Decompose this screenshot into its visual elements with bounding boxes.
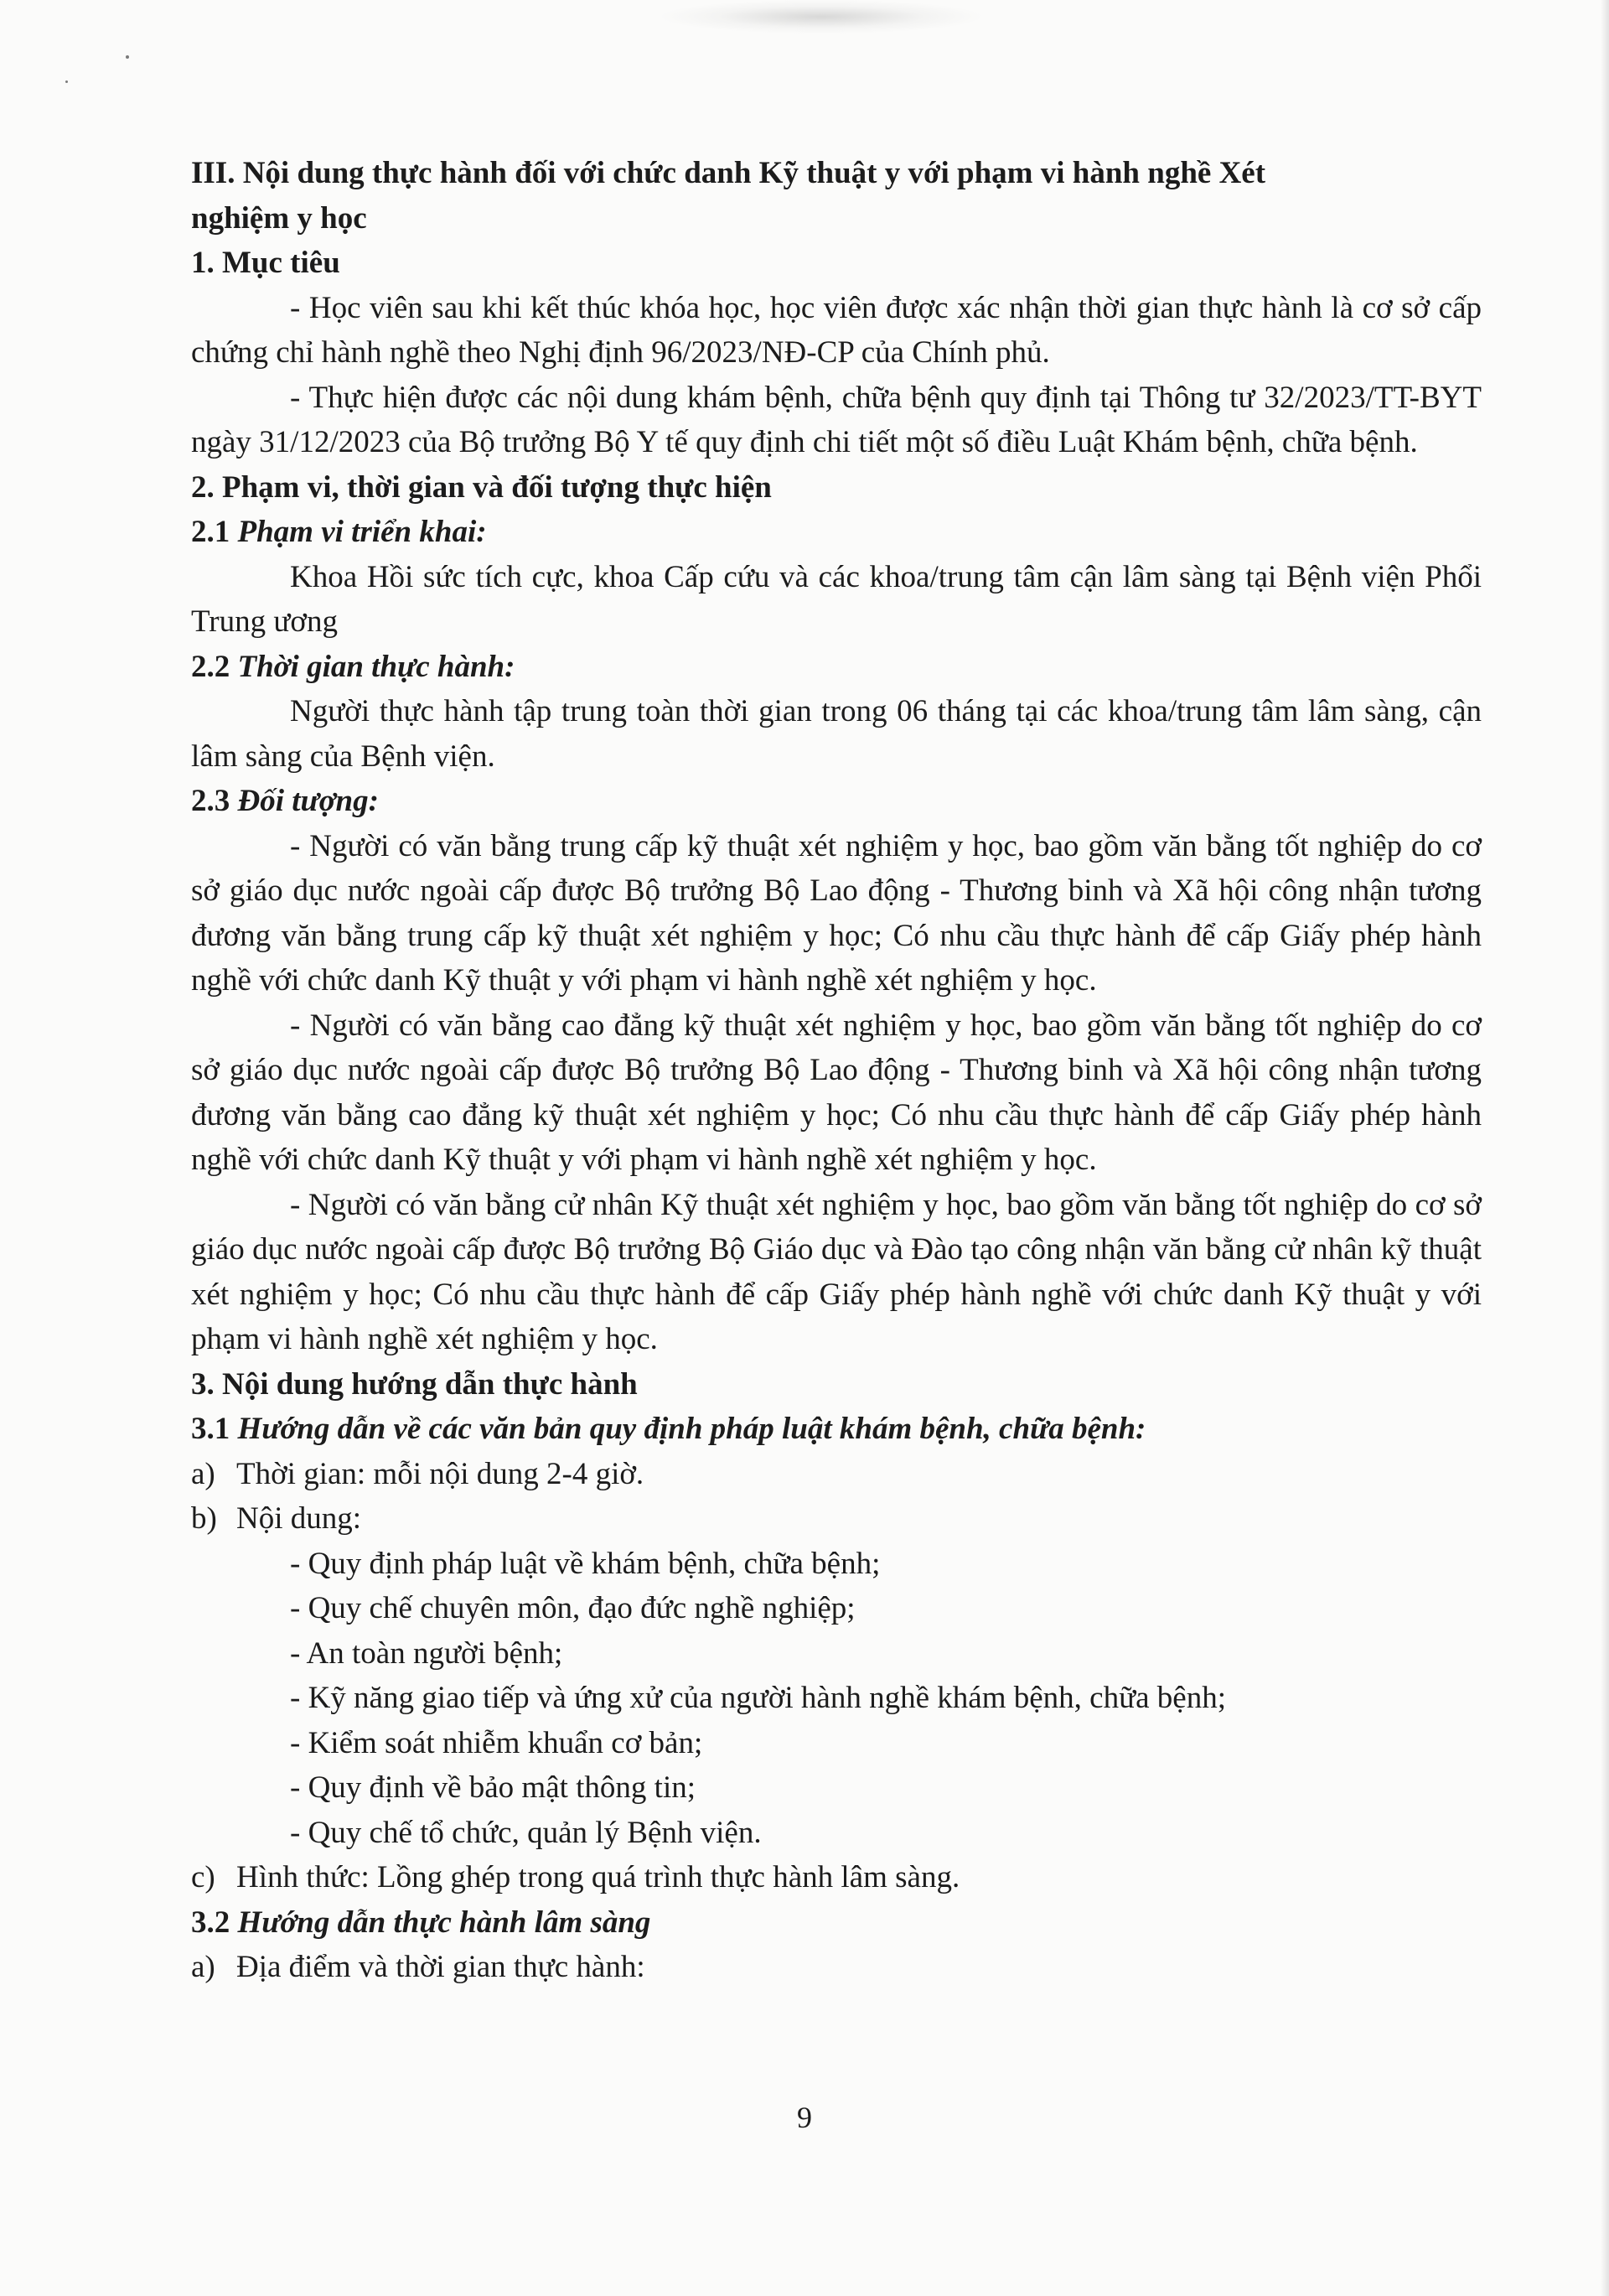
heading-pham-vi: 2. Phạm vi, thời gian và đối tượng thực hiện xyxy=(191,469,772,505)
paragraph-2-3-trung-cap: - Người có văn bằng trung cấp kỹ thuật xét nghiệm y học, bao gồm văn bằng tốt nghiệp do cơ sở giáo dục nước ngoài cấp được Bộ trưởng Bộ Lao động - Thương binh và Xã hội công nhận tương đương văn bằng trung cấp kỹ thuật xét nghiệm y học; Có nhu cầu thực hành để cấp Giấy phép hành nghề với chức danh Kỹ thuật y với phạm vi hành nghề xét nghiệm y học. xyxy=(191,828,1482,998)
subheading-2-1-number: 2.1 xyxy=(191,515,238,549)
paragraph-2-3-cao-dang: - Người có văn bằng cao đẳng kỹ thuật xét nghiệm y học, bao gồm văn bằng tốt nghiệp do cơ sở giáo dục nước ngoài cấp được Bộ trưởng Bộ Lao động - Thương binh và Xã hội công nhận tương đương văn bằng cao đẳng kỹ thuật xét nghiệm y học; Có nhu cầu thực hành để cấp Giấy phép hành nghề với chức danh Kỹ thuật y với phạm vi hành nghề xét nghiệm y học. xyxy=(191,1008,1482,1177)
scan-smudge xyxy=(662,0,980,34)
item-3-1-c xyxy=(191,1855,1482,1900)
scan-speck xyxy=(126,55,129,59)
item-3-2-a xyxy=(191,1945,1482,1990)
subheading-3-2-number: 3.2 xyxy=(191,1905,238,1940)
subheading-3-2-title: Hướng dẫn thực hành lâm sàng xyxy=(237,1905,651,1940)
paragraph-2-3-cu-nhan: - Người có văn bằng cử nhân Kỹ thuật xét nghiệm y học, bao gồm văn bằng tốt nghiệp do cơ sở giáo dục nước ngoài cấp được Bộ trưởng Bộ Giáo dục và Đào tạo công nhận văn bằng cử nhân kỹ thuật xét nghiệm y học; Có nhu cầu thực hành để cấp Giấy phép hành nghề với chức danh Kỹ thuật y với phạm vi hành nghề xét nghiệm y học. xyxy=(191,1187,1482,1356)
section-title xyxy=(191,151,1482,241)
list-item: - Quy chế tổ chức, quản lý Bệnh viện. xyxy=(290,1815,762,1850)
subheading-2-1 xyxy=(191,510,1482,555)
subheading-2-1-title: Phạm vi triển khai: xyxy=(237,515,487,549)
subheading-3-1 xyxy=(191,1407,1482,1452)
list-item: - Quy định về bảo mật thông tin; xyxy=(290,1770,696,1805)
paragraph-muc-tieu-1: - Học viên sau khi kết thúc khóa học, học viên được xác nhận thời gian thực hành là cơ sở cấp chứng chỉ hành nghề theo Nghị định 96/2023/NĐ-CP của Chính phủ. xyxy=(191,290,1482,370)
subheading-2-2-number: 2.2 xyxy=(191,649,238,684)
subheading-2-3-number: 2.3 xyxy=(191,784,238,818)
heading-muc-tieu: 1. Mục tiêu xyxy=(191,246,340,280)
item-text: Thời gian: mỗi nội dung 2-4 giờ. xyxy=(236,1456,644,1491)
item-3-1-a xyxy=(191,1452,1482,1497)
item-text: Hình thức: Lồng ghép trong quá trình thực hành lâm sàng. xyxy=(236,1860,960,1894)
scan-speck xyxy=(65,80,68,83)
subheading-2-2 xyxy=(191,645,1482,690)
item-label: a) xyxy=(191,1950,215,1984)
section-title-line1: III. Nội dung thực hành đối với chức danh Kỹ thuật y với phạm vi hành nghề Xét xyxy=(191,156,1266,190)
page-number: 9 xyxy=(797,2101,812,2134)
list-item: - Quy chế chuyên môn, đạo đức nghề nghiệp; xyxy=(290,1591,856,1625)
paragraph-muc-tieu-2: - Thực hiện được các nội dung khám bệnh, chữa bệnh quy định tại Thông tư 32/2023/TT-BYT ngày 31/12/2023 của Bộ trưởng Bộ Y tế quy định chi tiết một số điều Luật Khám bệnh, chữa bệnh. xyxy=(191,380,1482,459)
subheading-2-2-title: Thời gian thực hành: xyxy=(237,649,515,684)
item-3-1-b xyxy=(191,1496,1482,1542)
document-body xyxy=(191,151,1482,1990)
item-text: Nội dung: xyxy=(236,1501,362,1536)
item-text: Địa điểm và thời gian thực hành: xyxy=(236,1950,645,1984)
subheading-2-3-title: Đối tượng: xyxy=(237,784,379,818)
list-item: - Quy định pháp luật về khám bệnh, chữa bệnh; xyxy=(290,1546,881,1581)
item-label: c) xyxy=(191,1860,215,1894)
list-item: - Kỹ năng giao tiếp và ứng xử của người hành nghề khám bệnh, chữa bệnh; xyxy=(290,1681,1226,1715)
list-item: - Kiểm soát nhiễm khuẩn cơ bản; xyxy=(290,1725,703,1760)
subheading-3-1-number: 3.1 xyxy=(191,1412,238,1446)
section-title-line2: nghiệm y học xyxy=(191,200,367,236)
subheading-3-2 xyxy=(191,1900,1482,1946)
heading-noi-dung-huong-dan: 3. Nội dung hướng dẫn thực hành xyxy=(191,1366,638,1402)
item-label: b) xyxy=(191,1501,217,1536)
subheading-2-3 xyxy=(191,779,1482,824)
list-item: - An toàn người bệnh; xyxy=(290,1635,563,1671)
paragraph-2-2: Người thực hành tập trung toàn thời gian trong 06 tháng tại các khoa/trung tâm lâm sàng, cận lâm sàng của Bệnh viện. xyxy=(191,694,1482,774)
item-label: a) xyxy=(191,1456,215,1491)
paragraph-2-1: Khoa Hồi sức tích cực, khoa Cấp cứu và các khoa/trung tâm cận lâm sàng tại Bệnh viện Phổi Trung ương xyxy=(191,559,1482,639)
subheading-3-1-title: Hướng dẫn về các văn bản quy định pháp luật khám bệnh, chữa bệnh: xyxy=(237,1412,1146,1446)
scan-edge-shadow xyxy=(1601,0,1609,2296)
